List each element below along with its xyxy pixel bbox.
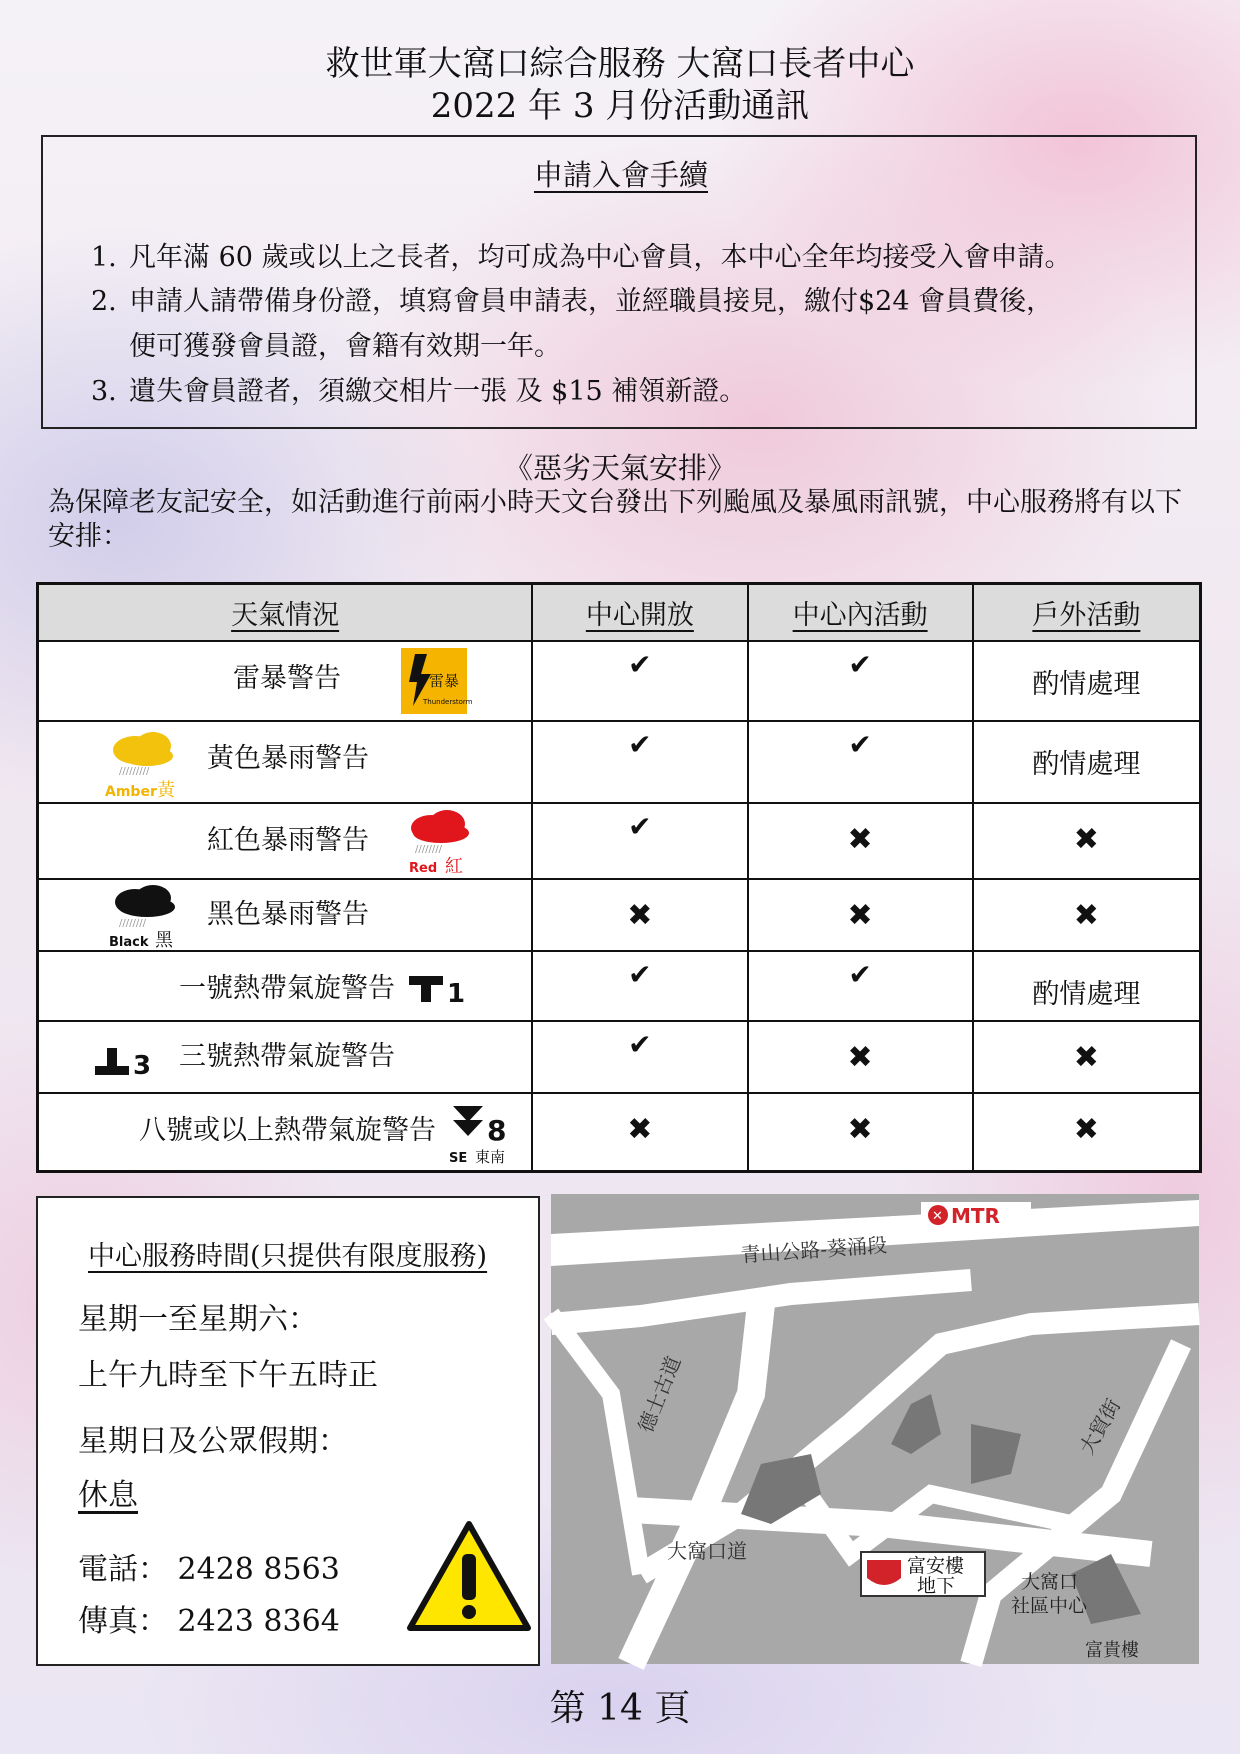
col-outdoor: 戶外活動: [973, 584, 1201, 642]
open-cell: ✔: [532, 951, 747, 1021]
condition-cell: ///////// Amber 黃 黃色暴雨警告: [38, 721, 533, 803]
table-row: [38, 1021, 1201, 1093]
svg-text:社區中心: 社區中心: [1011, 1595, 1088, 1617]
road-label-castle-peak: 青山公路-葵涌段: [739, 1232, 888, 1267]
svg-text:1: 1: [447, 979, 466, 1009]
svg-text:3: 3: [133, 1051, 152, 1081]
table-row: [38, 803, 1201, 879]
svg-text:雷暴: 雷暴: [429, 672, 460, 690]
holiday-status: 休息: [78, 1478, 138, 1513]
outdoor-cell: ✖: [973, 1021, 1201, 1093]
location-map: [551, 1194, 1199, 1664]
holiday-label: 星期日及公眾假期：: [78, 1424, 348, 1459]
outdoor-cell: 酌情處理: [973, 951, 1201, 1021]
condition-cell: //////// Black 黑 黑色暴雨警告: [38, 879, 533, 951]
indoor-cell: ✔: [748, 641, 973, 721]
membership-box: [41, 135, 1197, 429]
road-label-tai-wo-hau: 大窩口道: [667, 1539, 747, 1563]
indoor-cell: ✔: [748, 721, 973, 803]
outdoor-cell: 酌情處理: [973, 641, 1201, 721]
indoor-cell: ✔: [748, 951, 973, 1021]
col-open: 中心開放: [532, 584, 747, 642]
typhoon-signal-3-icon: [95, 1044, 155, 1081]
road-label-tai-mou: 大貿街: [1074, 1394, 1126, 1459]
warning-icon: [406, 1520, 532, 1632]
open-cell: ✔: [532, 1021, 747, 1093]
rule-3: 3. 遺失會員證者，須繳交相片一張 及 $15 補領新證。: [91, 376, 747, 407]
condition-cell: 一號熱帶氣旋警告 1: [38, 951, 533, 1021]
condition-cell: 八號或以上熱帶氣旋警告 8 SE 東南: [38, 1093, 533, 1171]
svg-text:////////: ////////: [415, 844, 442, 855]
svg-text:黑: 黑: [155, 930, 173, 951]
phone-number: 2428 8563: [177, 1552, 340, 1587]
newsletter-subtitle: 2022 年 3 月份活動通訊: [430, 86, 810, 126]
condition-cell: 紅色暴雨警告 //////// Red 紅: [38, 803, 533, 879]
open-cell: ✔: [532, 641, 747, 721]
membership-heading: 申請入會手續: [533, 158, 708, 192]
typhoon-signal-1-icon: [409, 972, 469, 1009]
rule-2: 2. 申請人請帶備身份證，填寫會員申請表，並經職員接見，繳付$24 會員費後，: [91, 286, 1054, 317]
condition-cell: 3 三號熱帶氣旋警告: [38, 1021, 533, 1093]
open-cell: ✖: [532, 1093, 747, 1171]
svg-text://///////: /////////: [119, 766, 150, 777]
service-hours-title: 中心服務時間(只提供有限度服務): [88, 1241, 488, 1272]
map-drawing: [551, 1194, 1199, 1664]
svg-text:東南: 東南: [475, 1148, 506, 1166]
page-number: 第 14 頁: [549, 1688, 691, 1729]
condition-cell: 雷暴警告 雷暴 Thunderstorm: [38, 641, 533, 721]
svg-text:Red: Red: [409, 861, 438, 876]
svg-text:Thunderstorm: Thunderstorm: [423, 698, 473, 706]
fax-number: 2423 8364: [177, 1604, 340, 1639]
rule-2-cont: 便可獲發會員證，會籍有效期一年。: [129, 331, 561, 362]
indoor-cell: ✖: [748, 1021, 973, 1093]
svg-text:////////: ////////: [119, 918, 146, 929]
service-hours-box: [36, 1196, 540, 1666]
indoor-cell: ✖: [748, 879, 973, 951]
outdoor-cell: ✖: [973, 879, 1201, 951]
open-cell: ✖: [532, 879, 747, 951]
svg-text:地下: 地下: [917, 1575, 956, 1597]
fax-line: 傳真： 2423 8364: [78, 1604, 340, 1639]
svg-text:8: 8: [487, 1114, 507, 1147]
table-row: [38, 1093, 1201, 1171]
svg-text:紅: 紅: [445, 856, 463, 877]
outdoor-cell: ✖: [973, 1093, 1201, 1171]
col-condition: 天氣情況: [38, 584, 533, 642]
weekday-label: 星期一至星期六：: [78, 1302, 318, 1337]
weather-table: [36, 582, 1202, 1173]
amber-rainstorm-icon: [105, 730, 185, 800]
typhoon-signal-8-icon: [449, 1102, 521, 1166]
table-header-row: [38, 584, 1201, 642]
col-indoor: 中心內活動: [748, 584, 973, 642]
open-cell: ✔: [532, 803, 747, 879]
outdoor-cell: ✖: [973, 803, 1201, 879]
table-row: [38, 641, 1201, 721]
newsletter-title: 救世軍大窩口綜合服務 大窩口長者中心: [325, 44, 915, 84]
table-row: [38, 721, 1201, 803]
black-rainstorm-icon: [109, 884, 183, 950]
phone-line: 電話： 2428 8563: [78, 1552, 340, 1587]
outdoor-cell: 酌情處理: [973, 721, 1201, 803]
svg-text:SE: SE: [449, 1151, 468, 1166]
weather-heading: 《惡劣天氣安排》: [503, 451, 736, 485]
mtr-logo: MTR: [951, 1204, 1000, 1228]
open-cell: ✔: [532, 721, 747, 803]
road-label-texaco: 德士古道: [633, 1352, 686, 1436]
red-rainstorm-icon: [407, 808, 473, 876]
table-row: [38, 951, 1201, 1021]
svg-text:Amber: Amber: [105, 784, 157, 800]
building-label-fu-on: 富安樓: [907, 1555, 965, 1577]
indoor-cell: ✖: [748, 1093, 973, 1171]
weather-intro: 為保障老友記安全，如活動進行前兩小時天文台發出下列颱風及暴風雨訊號，中心服務將有以下安排：: [48, 487, 1182, 552]
svg-text:黃: 黃: [157, 780, 175, 801]
table-row: [38, 879, 1201, 951]
svg-text:Black: Black: [109, 935, 149, 950]
weekday-time: 上午九時至下午五時正: [78, 1358, 378, 1393]
building-label-fu-kwai: 富貴樓: [1085, 1640, 1139, 1661]
thunderstorm-icon: [401, 648, 473, 714]
svg-text:✕: ✕: [932, 1209, 943, 1224]
indoor-cell: ✖: [748, 803, 973, 879]
rule-1: 1. 凡年滿 60 歲或以上之長者，均可成為中心會員，本中心全年均接受入會申請。: [91, 242, 1072, 273]
building-label-community-centre: 大窩口: [1021, 1571, 1079, 1593]
